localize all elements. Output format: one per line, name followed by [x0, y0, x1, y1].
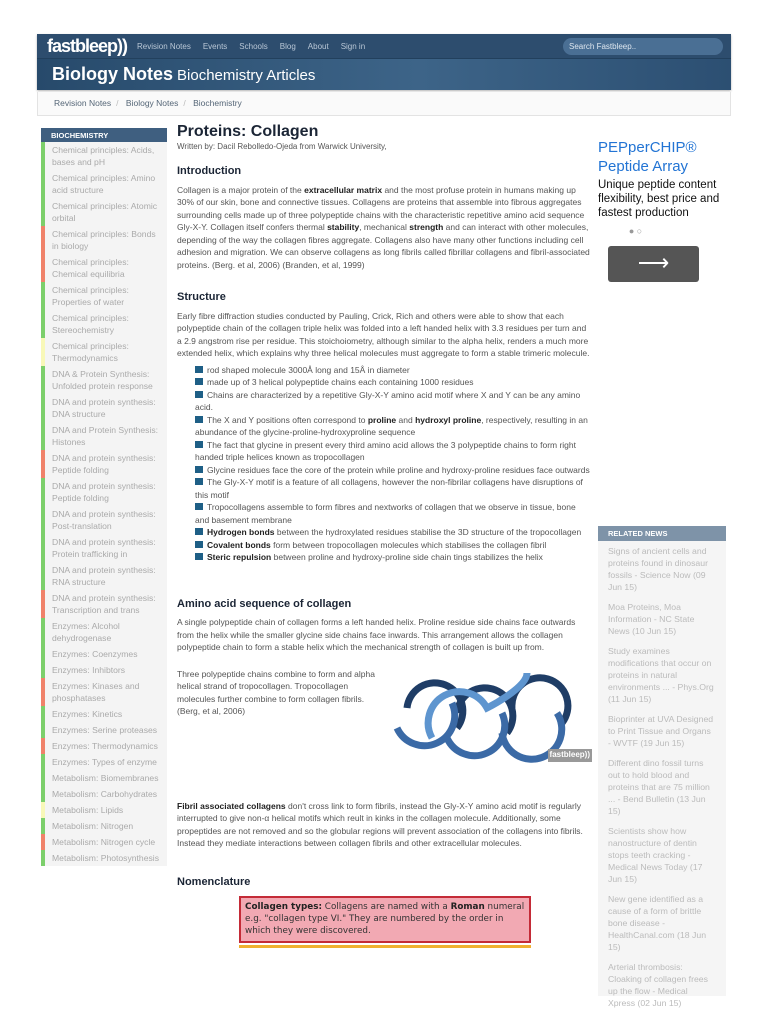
- sidebar-item[interactable]: Chemical principles: Stereochemistry: [41, 310, 167, 338]
- news-item[interactable]: Scientists show how nanostructure of dentin stops teeth cracking - Medical News Today (17 Jun 15): [608, 826, 703, 884]
- list-item: [177, 476, 592, 501]
- breadcrumb-revision-notes[interactable]: Revision Notes: [54, 98, 112, 108]
- ad-arrow-button[interactable]: [608, 246, 699, 282]
- heading-amino-acid-sequence: Amino acid sequence of collagen: [177, 597, 352, 610]
- sidebar-item[interactable]: DNA and protein synthesis: RNA structure: [41, 562, 167, 590]
- bold-text: Collagen types:: [245, 902, 323, 912]
- text-segment: The Gly-X-Y motif is a feature of all collagens, however the non-fibrilar collagens have disruptions of this motif: [195, 477, 583, 500]
- article: [177, 123, 592, 948]
- heading-structure: Structure: [177, 291, 226, 303]
- sidebar-item[interactable]: Chemical principles: Bonds in biology: [41, 226, 167, 254]
- sidebar-item[interactable]: Metabolism: Carbohydrates: [41, 786, 167, 802]
- sidebar-item[interactable]: Enzymes: Kinetics: [41, 706, 167, 722]
- sidebar-item[interactable]: Enzymes: Alcohol dehydrogenase: [41, 618, 167, 646]
- sidebar-item[interactable]: Chemical principles: Thermodynamics: [41, 338, 167, 366]
- sidebar-item[interactable]: Enzymes: Inhibtors: [41, 662, 167, 678]
- text-segment: between the hydroxylated residues stabilise the 3D structure of the tropocollagen: [274, 527, 582, 537]
- advertisement[interactable]: [598, 138, 733, 282]
- section-title: Biology Notes: [52, 64, 174, 84]
- text-segment: form between tropocollagen molecules which stabilises the collagen fibril: [270, 539, 547, 550]
- heading-nomenclature: Nomenclature: [177, 875, 251, 888]
- text-segment: Tropocollagens assemble to form fibres and nextworks of collagen that we observe in tissue, bone and basement membrane: [195, 502, 576, 525]
- fastbleep-logo[interactable]: fastbleep)): [47, 35, 128, 56]
- sidebar-item[interactable]: Enzymes: Coenzymes: [41, 646, 167, 662]
- news-item[interactable]: Study examines modifications that occur on proteins in natural environments ... - Phys.Org (11 Jun 15): [608, 646, 714, 704]
- text-segment: The fact that glycine in present every third amino acid allows the 3 polypeptide chains to form right handed triple helices known as tropocollagen: [195, 439, 576, 462]
- sidebar-item[interactable]: Chemical principles: Acids, bases and pH: [41, 142, 167, 170]
- bold-text: Hydrogen bonds: [207, 527, 275, 537]
- bold-text: Covalent bonds: [207, 539, 271, 550]
- text-segment: made up of 3 helical polypeptide chains each containing 1000 residues: [207, 377, 474, 387]
- sidebar-item[interactable]: DNA and protein synthesis: Transcription and trans: [41, 590, 167, 618]
- structure-list: [177, 364, 592, 564]
- nav-revision-notes[interactable]: Revision Notes: [137, 41, 191, 51]
- sidebar: [41, 128, 167, 866]
- sidebar-item[interactable]: Chemical principles: Atomic orbital: [41, 198, 167, 226]
- related-news: [598, 526, 726, 1008]
- section-subtitle: Biochemistry Articles: [177, 67, 316, 84]
- site-header: [37, 34, 731, 90]
- text-segment: Collagen is a major protein of the: [177, 184, 305, 195]
- sidebar-item[interactable]: Enzymes: Kinases and phosphatases: [41, 678, 167, 706]
- text-segment: between proline and hydroxy-proline side chain tings stabilizes the helix: [271, 552, 543, 562]
- bold-text: Fibril associated collagens: [177, 800, 286, 811]
- list-item: [177, 414, 592, 439]
- text-segment: Three polypeptide chains combine to form and alpha helical strand of tropocollagen. Tropocollagen molecules further combine to form collagen fibrils. (Berg, et al, 2006): [177, 668, 375, 716]
- fibril-paragraph: [177, 800, 592, 850]
- arrow-right-icon: ⟶: [637, 250, 670, 275]
- sidebar-item[interactable]: DNA and protein synthesis: Peptide folding: [41, 450, 167, 478]
- note-divider: [239, 945, 531, 948]
- sidebar-item[interactable]: Metabolism: Biomembranes: [41, 770, 167, 786]
- top-nav: [37, 34, 731, 59]
- amino-paragraph: [177, 616, 592, 654]
- text-segment: numeral e.g. "collagen type VI." They are numbered by the order in which they were discovered.: [245, 902, 525, 936]
- heading-introduction: Introduction: [177, 165, 242, 177]
- sidebar-item[interactable]: Metabolism: Photosynthesis: [41, 850, 167, 866]
- sidebar-item[interactable]: Enzymes: Thermodynamics: [41, 738, 167, 754]
- text-segment: A single polypeptide chain of collagen forms a left handed helix. Proline residue side chains face outwards from the helix while the smaller glycine side chains face inwards. This arrangement allows the collagen polypeptide chain to form a stable helix which the mechanical strength of collagen is built up from.: [177, 617, 576, 652]
- text-segment: Glycine residues face the core of the protein while proline and hydroxy-proline residues face outwards: [207, 464, 590, 475]
- news-item[interactable]: Signs of ancient cells and proteins found in dinosaur fossils - Science Now (09 Jun 15): [608, 546, 708, 592]
- ad-title[interactable]: PEPperCHIP® Peptide Array: [598, 139, 697, 175]
- tropocollagen-section: [177, 668, 592, 786]
- sidebar-item[interactable]: Metabolism: Lipids: [41, 802, 167, 818]
- sidebar-item[interactable]: DNA and Protein Synthesis: Histones: [41, 422, 167, 450]
- sidebar-item[interactable]: DNA & Protein Synthesis: Unfolded protein response: [41, 366, 167, 394]
- nav-blog[interactable]: Blog: [279, 41, 296, 51]
- tropocollagen-paragraph: [177, 668, 382, 786]
- bold-text: Steric repulsion: [207, 552, 272, 562]
- structure-paragraph: [177, 310, 592, 360]
- list-item: [177, 551, 592, 564]
- news-item[interactable]: New gene identified as a cause of a form of brittle bone disease - HealthCanal.com (18 Jun 15): [608, 894, 707, 952]
- list-item: [177, 501, 592, 526]
- image-watermark: fastbleep)): [548, 749, 592, 762]
- bold-text: hydroxyl proline: [415, 414, 482, 425]
- sidebar-item[interactable]: Metabolism: Nitrogen cycle: [41, 834, 167, 850]
- sidebar-item[interactable]: DNA and protein synthesis: DNA structure: [41, 394, 167, 422]
- news-item[interactable]: Arterial thrombosis: Cloaking of collagen frees up the flow - Medical Xpress (02 Jun 15): [608, 962, 708, 1008]
- news-item[interactable]: Different dino fossil turns out to hold blood and proteins that are 75 million ... - Bend Bulletin (13 Jun 15): [608, 758, 710, 816]
- sidebar-item[interactable]: DNA and protein synthesis: Peptide folding: [41, 478, 167, 506]
- sidebar-item[interactable]: DNA and protein synthesis: Post-translation: [41, 506, 167, 534]
- byline: Written by: Dacil Rebolledo-Ojeda from Warwick University,: [177, 141, 387, 151]
- text-segment: and the most profuse protein in humans making up 30% of our skin, bone and connective tissues. Collagens are proteins that assemble into fibrous aggregates surrounding cells made up of three polypeptide chains with the characteristic repetitive amino acid sequence Gly-X-Y. Collagen itself confers thermal: [177, 184, 585, 232]
- breadcrumb: Revision Notes / Biology Notes / Biochemistry: [37, 92, 731, 116]
- text-segment: and: [396, 414, 416, 425]
- page-header-title: [37, 59, 731, 85]
- sidebar-item[interactable]: DNA and protein synthesis: Protein trafficking in: [41, 534, 167, 562]
- intro-paragraph: [177, 184, 592, 272]
- sidebar-item[interactable]: Metabolism: Nitrogen: [41, 818, 167, 834]
- bold-text: strength: [409, 222, 444, 232]
- list-item: [177, 464, 592, 477]
- ad-carousel-dots[interactable]: ● ○: [628, 226, 643, 236]
- article-title: Proteins: Collagen: [177, 123, 319, 140]
- text-segment: The X and Y positions often correspond to: [207, 414, 368, 425]
- search-input[interactable]: Search Fastbleep..: [563, 38, 723, 55]
- bold-text: Roman: [450, 902, 485, 912]
- nav-about[interactable]: About: [307, 41, 329, 51]
- breadcrumb-biochemistry[interactable]: Biochemistry: [193, 98, 242, 108]
- sidebar-heading: BIOCHEMISTRY: [41, 128, 167, 142]
- list-item: [177, 526, 592, 539]
- collagen-helix-image: [382, 668, 592, 778]
- nav-schools[interactable]: Schools: [239, 41, 268, 51]
- news-item[interactable]: Bioprinter at UVA Designed to Print Tissue and Organs - WVTF (19 Jun 15): [608, 714, 714, 748]
- bold-text: extracellular matrix: [304, 184, 383, 195]
- breadcrumb-biology-notes[interactable]: Biology Notes: [125, 98, 179, 108]
- list-item: [177, 539, 592, 552]
- list-item: [177, 376, 592, 389]
- text-segment: Chains are characterized by a repetitive Gly-X-Y amino acid motif where X and Y can be any amino acid.: [195, 389, 581, 412]
- related-news-heading: RELATED NEWS: [598, 526, 726, 541]
- list-item: [177, 389, 592, 414]
- nav-events[interactable]: Events: [202, 41, 228, 51]
- sidebar-item[interactable]: Enzymes: Serine proteases: [41, 722, 167, 738]
- text-segment: , respectively, resulting in an abundance of the glycine-proline-hydroxyproline sequence: [195, 414, 588, 437]
- sidebar-item[interactable]: Chemical principles: Chemical equilibria: [41, 254, 167, 282]
- collagen-types-note: [239, 896, 531, 943]
- text-segment: don't cross link to form fibrils, instead the Gly-X-Y amino acid motif is regularly interrupted to give non-α helical motifs which reult in kinks in the collagen molecule. Additionally, some propeptides are not removed and so the globular regions will prevent association of the collagens into fibrils. Instead they mediate interactions between collagen fibrils and other extracellular molecules.: [177, 800, 583, 848]
- nav-sign-in[interactable]: Sign in: [340, 41, 366, 51]
- sidebar-item[interactable]: Enzymes: Types of enzyme: [41, 754, 167, 770]
- list-item: [177, 364, 592, 377]
- text-segment: and can interact with other molecules, depending of the way the collagen fibres aggregate. Collagens also have many other functions including cell adhesion and migration. We can observe collagens as long fibrils called fibrillar collagens and fibril-associated proteins. (Berg. et al, 2006) (Branden, et al, 1999): [177, 222, 590, 270]
- bold-text: proline: [367, 414, 397, 425]
- sidebar-item[interactable]: Chemical principles: Properties of water: [41, 282, 167, 310]
- bold-text: stability: [327, 222, 360, 232]
- text-segment: , mechanical: [359, 222, 410, 232]
- list-item: [177, 439, 592, 464]
- text-segment: Collagens are named with a: [322, 902, 451, 912]
- text-segment: rod shaped molecule 3000Å long and 15Å in diameter: [207, 364, 410, 375]
- ad-body: Unique peptide content flexibility, best price and fastest production: [598, 179, 720, 219]
- sidebar-item[interactable]: Chemical principles: Amino acid structure: [41, 170, 167, 198]
- text-segment: Early fibre diffraction studies conducted by Pauling, Crick, Rich and others were able to show that each polypeptide chain of the collagen triple helix was folded into a left handed helix with 3.3 residues per turn and a 2.9 angstrom rise per residue. This stoichoiometry, although similar to the alpha helix, renders a much more extended helix, which explains why three helical molecules must aggregate to form a stable trimeric molecule.: [177, 310, 590, 358]
- news-item[interactable]: Moa Proteins, Moa Information - NC State News (10 Jun 15): [608, 602, 695, 636]
